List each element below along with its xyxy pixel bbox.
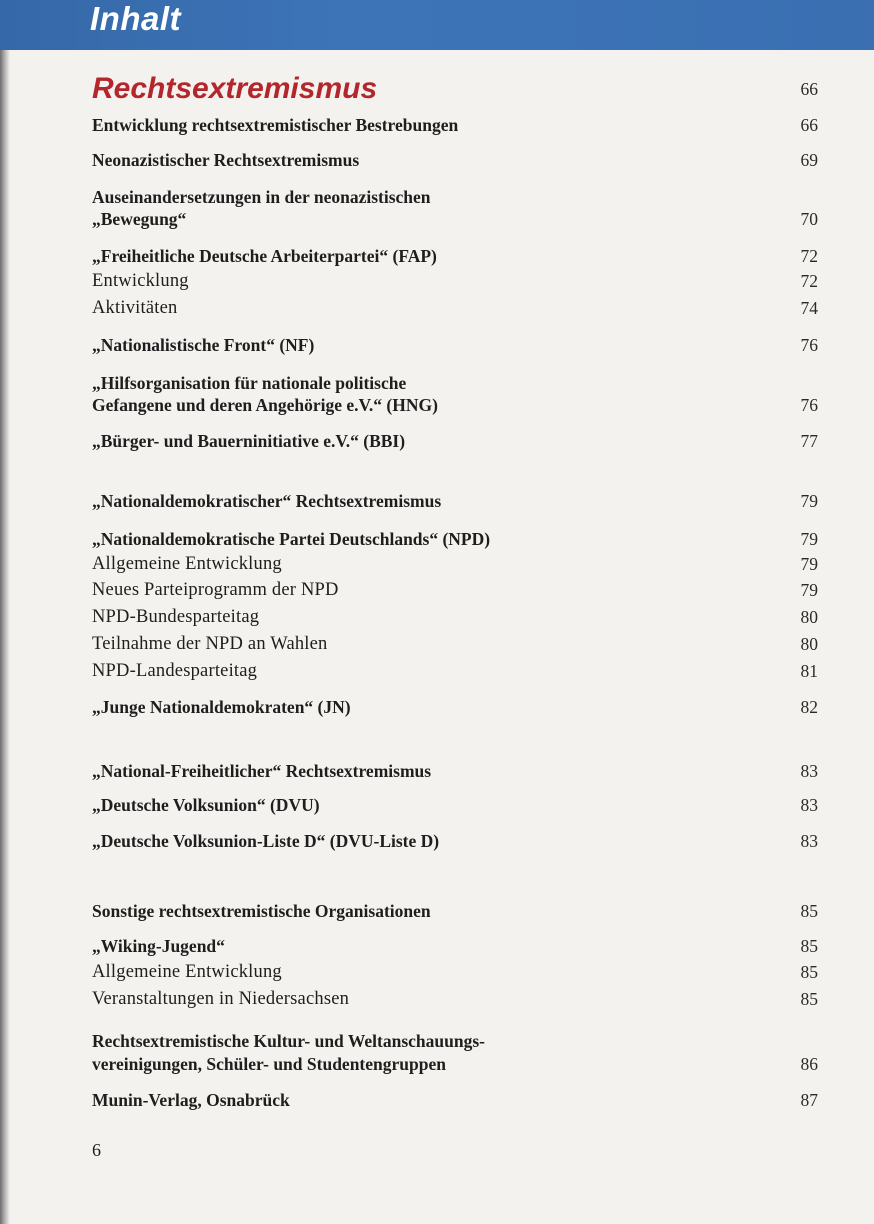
toc-entry-title: „Deutsche Volksunion“ (DVU): [92, 795, 320, 815]
toc-entry-page: 87: [800, 1090, 818, 1110]
toc-entry-title: Veranstaltungen in Niedersachsen: [92, 989, 350, 1009]
toc-entry-title: Sonstige rechtsextremistische Organisationen: [92, 901, 431, 921]
toc-entry-title: Rechtsextremistische Kultur- und Weltanschauungs-: [92, 1031, 485, 1051]
toc-entry-page: 69: [800, 150, 818, 170]
toc-entry: [92, 186, 818, 208]
toc-entry: [92, 579, 818, 601]
toc-entry-page: 85: [800, 936, 818, 956]
toc-entry-title: „Freiheitliche Deutsche Arbeiterpartei“ (FAP): [92, 246, 437, 266]
toc-entry-title: Auseinandersetzungen in der neonazistischen: [92, 187, 431, 207]
toc-entry-title: Allgemeine Entwicklung: [92, 962, 282, 982]
toc-entry-title: „Bewegung“: [92, 209, 187, 229]
toc-entry: [92, 208, 818, 230]
toc-entry: [92, 633, 818, 655]
toc-entry-title: NPD-Landesparteitag: [92, 661, 258, 681]
toc-entry-page: 70: [800, 209, 818, 229]
toc-entry-title: Entwicklung rechtsextremistischer Bestrebungen: [92, 115, 459, 135]
toc-entry: [92, 1053, 818, 1075]
header-title: Inhalt: [90, 0, 181, 37]
toc-entry: [92, 114, 818, 136]
toc-entry-title: Entwicklung: [92, 271, 189, 291]
toc-entry: [92, 297, 818, 319]
toc-entry-page: 85: [800, 901, 818, 921]
toc-entry-title: vereinigungen, Schüler- und Studentengruppen: [92, 1054, 446, 1074]
toc-entry-page: 83: [800, 761, 818, 781]
toc-entry-title: „Deutsche Volksunion-Liste D“ (DVU-Liste D): [92, 831, 440, 851]
toc-entry-page: 83: [800, 831, 818, 851]
toc-entry-title: Teilnahme der NPD an Wahlen: [92, 634, 328, 654]
toc-entry-page: 79: [800, 554, 818, 574]
toc-entry-title: „Nationaldemokratische Partei Deutschlands“ (NPD): [92, 529, 491, 549]
toc-entry-page: 74: [800, 298, 818, 318]
toc-entry: [92, 394, 818, 416]
toc-entry: [92, 528, 818, 550]
toc-entry-page: 82: [800, 697, 818, 717]
toc-entry: [92, 935, 818, 957]
toc-entry: [92, 760, 818, 782]
toc-entry: [92, 149, 818, 171]
toc-entry: [92, 660, 818, 682]
toc-entry-page: 72: [800, 271, 818, 291]
toc-entry: [92, 270, 818, 292]
toc-entry: [92, 245, 818, 267]
toc-entry-page: 66: [800, 115, 818, 135]
toc-entry: [92, 830, 818, 852]
toc-entry-page: 76: [800, 395, 818, 415]
toc-entry-page: 79: [800, 491, 818, 511]
toc-entry-title: „Nationaldemokratischer“ Rechtsextremismus: [92, 491, 442, 511]
toc-entry: [92, 334, 818, 356]
toc-entry-page: 81: [800, 661, 818, 681]
toc-entry-title: Gefangene und deren Angehörige e.V.“ (HNG): [92, 395, 438, 415]
toc-entry: [92, 794, 818, 816]
toc-entry: [92, 900, 818, 922]
header-bar: [0, 0, 874, 50]
toc-entry-title: Munin-Verlag, Osnabrück: [92, 1090, 290, 1110]
toc-entry: [92, 961, 818, 983]
toc-entry-page: 76: [800, 335, 818, 355]
toc-entry-title: „Hilfsorganisation für nationale politische: [92, 373, 407, 393]
section-page-number: 66: [800, 79, 818, 99]
page-number: 6: [92, 1140, 101, 1160]
toc-entry-page: 85: [800, 962, 818, 982]
toc-entry: [92, 988, 818, 1010]
toc-entry-title: „Junge Nationaldemokraten“ (JN): [92, 697, 351, 717]
toc-entry-page: 80: [800, 607, 818, 627]
toc-entry-title: Neonazistischer Rechtsextremismus: [92, 150, 360, 170]
page-edge-shadow: [0, 50, 10, 1224]
toc-entry-title: Allgemeine Entwicklung: [92, 554, 282, 574]
toc-entry-title: Aktivitäten: [92, 298, 178, 318]
section-title: Rechtsextremismus: [92, 72, 378, 105]
toc-entry-page: 83: [800, 795, 818, 815]
toc-entry: [92, 430, 818, 452]
toc-entry: [92, 1089, 818, 1111]
toc-entry: [92, 1030, 818, 1052]
toc-entry-page: 77: [800, 431, 818, 451]
toc-entry-title: Neues Parteiprogramm der NPD: [92, 580, 339, 600]
toc-entry-title: „Nationalistische Front“ (NF): [92, 335, 315, 355]
toc-entry-page: 79: [800, 529, 818, 549]
toc-entry: [92, 372, 818, 394]
toc-entry-title: „Bürger- und Bauerninitiative e.V.“ (BBI): [92, 431, 406, 451]
toc-entry-title: NPD-Bundesparteitag: [92, 607, 260, 627]
toc-entry-page: 85: [800, 989, 818, 1009]
toc-entry: [92, 696, 818, 718]
toc-entry-title: „Wiking-Jugend“: [92, 936, 225, 956]
toc-entry: [92, 490, 818, 512]
toc-entry-page: 86: [800, 1054, 818, 1074]
toc-entry-page: 72: [800, 246, 818, 266]
toc-entry-title: „National-Freiheitlicher“ Rechtsextremismus: [92, 761, 432, 781]
toc-entry-page: 80: [800, 634, 818, 654]
toc-entry: [92, 606, 818, 628]
toc-entry-page: 79: [800, 580, 818, 600]
toc-entry: [92, 553, 818, 575]
